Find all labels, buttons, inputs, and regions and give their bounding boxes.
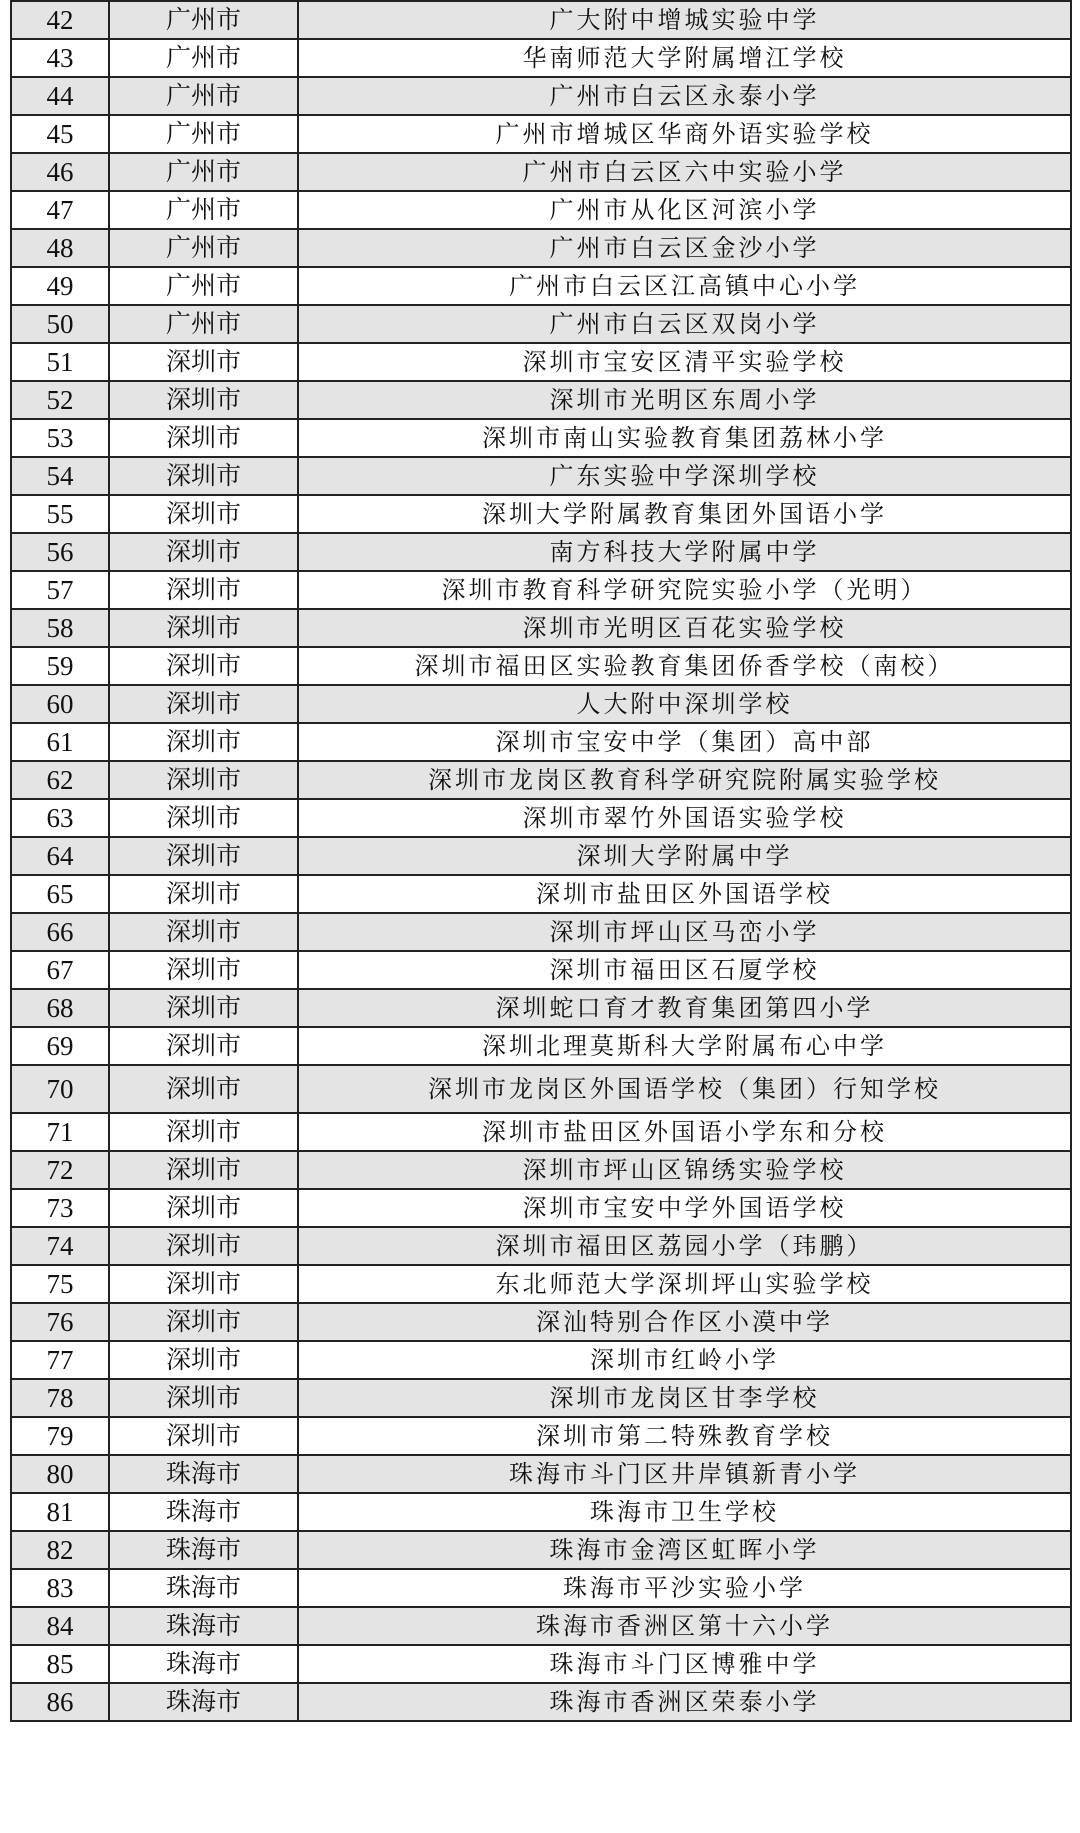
table-row (11, 1341, 1071, 1379)
row-number-cell: 44 (11, 77, 109, 115)
city-cell: 深圳市 (109, 837, 298, 875)
school-name-cell: 深圳市教育科学研究院实验小学（光明） (298, 571, 1071, 609)
table-row (11, 457, 1071, 495)
school-name-cell: 广大附中增城实验中学 (298, 1, 1071, 39)
table-row (11, 381, 1071, 419)
row-number-cell: 65 (11, 875, 109, 913)
table-row (11, 951, 1071, 989)
table-row (11, 115, 1071, 153)
city-cell: 深圳市 (109, 875, 298, 913)
table-row (11, 1531, 1071, 1569)
row-number-cell: 79 (11, 1417, 109, 1455)
row-number-cell: 59 (11, 647, 109, 685)
city-cell: 深圳市 (109, 1027, 298, 1065)
school-name-cell: 珠海市斗门区博雅中学 (298, 1645, 1071, 1683)
table-row (11, 1227, 1071, 1265)
table-row (11, 267, 1071, 305)
school-name-cell: 东北师范大学深圳坪山实验学校 (298, 1265, 1071, 1303)
city-cell: 深圳市 (109, 1151, 298, 1189)
city-cell: 深圳市 (109, 685, 298, 723)
row-number-cell: 76 (11, 1303, 109, 1341)
row-number-cell: 64 (11, 837, 109, 875)
school-name-cell: 华南师范大学附属增江学校 (298, 39, 1071, 77)
row-number-cell: 85 (11, 1645, 109, 1683)
city-cell: 深圳市 (109, 1341, 298, 1379)
table-row (11, 1493, 1071, 1531)
table-row (11, 533, 1071, 571)
school-name-cell: 深汕特别合作区小漠中学 (298, 1303, 1071, 1341)
table-row (11, 495, 1071, 533)
city-cell: 广州市 (109, 153, 298, 191)
city-cell: 深圳市 (109, 1303, 298, 1341)
city-cell: 深圳市 (109, 1379, 298, 1417)
row-number-cell: 43 (11, 39, 109, 77)
city-cell: 深圳市 (109, 1113, 298, 1151)
table-row (11, 1683, 1071, 1721)
table-row (11, 1151, 1071, 1189)
table-row (11, 761, 1071, 799)
row-number-cell: 83 (11, 1569, 109, 1607)
row-number-cell: 69 (11, 1027, 109, 1065)
table-row (11, 609, 1071, 647)
school-name-cell: 珠海市卫生学校 (298, 1493, 1071, 1531)
table-row (11, 229, 1071, 267)
school-name-cell: 深圳市第二特殊教育学校 (298, 1417, 1071, 1455)
table-row (11, 1, 1071, 39)
city-cell: 广州市 (109, 39, 298, 77)
school-name-cell: 深圳北理莫斯科大学附属布心中学 (298, 1027, 1071, 1065)
school-name-cell: 珠海市金湾区虹晖小学 (298, 1531, 1071, 1569)
school-name-cell: 深圳市龙岗区外国语学校（集团）行知学校 (298, 1065, 1071, 1113)
school-name-cell: 广州市白云区永泰小学 (298, 77, 1071, 115)
city-cell: 深圳市 (109, 1265, 298, 1303)
table-row (11, 1303, 1071, 1341)
table-row (11, 647, 1071, 685)
table-row (11, 305, 1071, 343)
row-number-cell: 58 (11, 609, 109, 647)
table-row (11, 685, 1071, 723)
row-number-cell: 57 (11, 571, 109, 609)
row-number-cell: 48 (11, 229, 109, 267)
school-list-table (10, 0, 1072, 1722)
school-name-cell: 深圳市红岭小学 (298, 1341, 1071, 1379)
school-name-cell: 广州市从化区河滨小学 (298, 191, 1071, 229)
table-row (11, 77, 1071, 115)
row-number-cell: 84 (11, 1607, 109, 1645)
row-number-cell: 82 (11, 1531, 109, 1569)
city-cell: 深圳市 (109, 723, 298, 761)
row-number-cell: 49 (11, 267, 109, 305)
school-name-cell: 广州市白云区双岗小学 (298, 305, 1071, 343)
city-cell: 广州市 (109, 115, 298, 153)
city-cell: 广州市 (109, 191, 298, 229)
city-cell: 深圳市 (109, 419, 298, 457)
row-number-cell: 67 (11, 951, 109, 989)
city-cell: 深圳市 (109, 1189, 298, 1227)
school-name-cell: 深圳市宝安区清平实验学校 (298, 343, 1071, 381)
row-number-cell: 55 (11, 495, 109, 533)
row-number-cell: 63 (11, 799, 109, 837)
row-number-cell: 56 (11, 533, 109, 571)
row-number-cell: 73 (11, 1189, 109, 1227)
school-name-cell: 广东实验中学深圳学校 (298, 457, 1071, 495)
table-row (11, 837, 1071, 875)
row-number-cell: 70 (11, 1065, 109, 1113)
city-cell: 深圳市 (109, 1227, 298, 1265)
school-name-cell: 珠海市平沙实验小学 (298, 1569, 1071, 1607)
city-cell: 深圳市 (109, 533, 298, 571)
city-cell: 珠海市 (109, 1455, 298, 1493)
table-row (11, 1027, 1071, 1065)
school-name-cell: 深圳市龙岗区甘李学校 (298, 1379, 1071, 1417)
school-list-body (11, 1, 1071, 1721)
row-number-cell: 62 (11, 761, 109, 799)
city-cell: 深圳市 (109, 1065, 298, 1113)
city-cell: 深圳市 (109, 799, 298, 837)
row-number-cell: 72 (11, 1151, 109, 1189)
table-row (11, 571, 1071, 609)
city-cell: 珠海市 (109, 1493, 298, 1531)
row-number-cell: 54 (11, 457, 109, 495)
city-cell: 广州市 (109, 305, 298, 343)
table-row (11, 1379, 1071, 1417)
table-row (11, 419, 1071, 457)
city-cell: 广州市 (109, 229, 298, 267)
table-row (11, 343, 1071, 381)
table-row (11, 1265, 1071, 1303)
school-name-cell: 广州市白云区六中实验小学 (298, 153, 1071, 191)
school-name-cell: 深圳大学附属中学 (298, 837, 1071, 875)
row-number-cell: 60 (11, 685, 109, 723)
row-number-cell: 42 (11, 1, 109, 39)
row-number-cell: 46 (11, 153, 109, 191)
table-row (11, 1065, 1071, 1113)
row-number-cell: 71 (11, 1113, 109, 1151)
school-name-cell: 深圳市坪山区锦绣实验学校 (298, 1151, 1071, 1189)
city-cell: 广州市 (109, 267, 298, 305)
school-name-cell: 深圳市光明区百花实验学校 (298, 609, 1071, 647)
city-cell: 深圳市 (109, 609, 298, 647)
city-cell: 深圳市 (109, 1417, 298, 1455)
school-name-cell: 深圳市龙岗区教育科学研究院附属实验学校 (298, 761, 1071, 799)
school-name-cell: 广州市白云区金沙小学 (298, 229, 1071, 267)
city-cell: 珠海市 (109, 1607, 298, 1645)
row-number-cell: 45 (11, 115, 109, 153)
city-cell: 广州市 (109, 77, 298, 115)
city-cell: 深圳市 (109, 913, 298, 951)
row-number-cell: 80 (11, 1455, 109, 1493)
school-name-cell: 深圳大学附属教育集团外国语小学 (298, 495, 1071, 533)
table-row (11, 1569, 1071, 1607)
city-cell: 深圳市 (109, 495, 298, 533)
school-name-cell: 广州市增城区华商外语实验学校 (298, 115, 1071, 153)
row-number-cell: 86 (11, 1683, 109, 1721)
city-cell: 珠海市 (109, 1569, 298, 1607)
school-name-cell: 深圳市福田区荔园小学（玮鹏） (298, 1227, 1071, 1265)
table-row (11, 191, 1071, 229)
school-name-cell: 珠海市香洲区荣泰小学 (298, 1683, 1071, 1721)
table-row (11, 1189, 1071, 1227)
table-row (11, 989, 1071, 1027)
city-cell: 深圳市 (109, 571, 298, 609)
table-row (11, 153, 1071, 191)
row-number-cell: 66 (11, 913, 109, 951)
city-cell: 广州市 (109, 1, 298, 39)
row-number-cell: 68 (11, 989, 109, 1027)
table-row (11, 799, 1071, 837)
school-name-cell: 广州市白云区江高镇中心小学 (298, 267, 1071, 305)
school-name-cell: 深圳市光明区东周小学 (298, 381, 1071, 419)
school-name-cell: 深圳市盐田区外国语学校 (298, 875, 1071, 913)
city-cell: 深圳市 (109, 457, 298, 495)
row-number-cell: 47 (11, 191, 109, 229)
row-number-cell: 77 (11, 1341, 109, 1379)
school-name-cell: 深圳市坪山区马峦小学 (298, 913, 1071, 951)
city-cell: 珠海市 (109, 1645, 298, 1683)
row-number-cell: 61 (11, 723, 109, 761)
school-name-cell: 深圳市福田区石厦学校 (298, 951, 1071, 989)
table-row (11, 1645, 1071, 1683)
table-row (11, 1607, 1071, 1645)
row-number-cell: 52 (11, 381, 109, 419)
table-row (11, 723, 1071, 761)
school-name-cell: 南方科技大学附属中学 (298, 533, 1071, 571)
city-cell: 深圳市 (109, 989, 298, 1027)
table-row (11, 875, 1071, 913)
school-name-cell: 深圳市翠竹外国语实验学校 (298, 799, 1071, 837)
row-number-cell: 75 (11, 1265, 109, 1303)
city-cell: 珠海市 (109, 1683, 298, 1721)
city-cell: 珠海市 (109, 1531, 298, 1569)
school-name-cell: 深圳市盐田区外国语小学东和分校 (298, 1113, 1071, 1151)
table-row (11, 1113, 1071, 1151)
school-name-cell: 珠海市斗门区井岸镇新青小学 (298, 1455, 1071, 1493)
row-number-cell: 78 (11, 1379, 109, 1417)
table-row (11, 1417, 1071, 1455)
row-number-cell: 51 (11, 343, 109, 381)
city-cell: 深圳市 (109, 761, 298, 799)
city-cell: 深圳市 (109, 647, 298, 685)
school-name-cell: 深圳市宝安中学（集团）高中部 (298, 723, 1071, 761)
row-number-cell: 81 (11, 1493, 109, 1531)
school-name-cell: 深圳市南山实验教育集团荔林小学 (298, 419, 1071, 457)
city-cell: 深圳市 (109, 951, 298, 989)
school-name-cell: 人大附中深圳学校 (298, 685, 1071, 723)
school-name-cell: 深圳市宝安中学外国语学校 (298, 1189, 1071, 1227)
table-row (11, 39, 1071, 77)
city-cell: 深圳市 (109, 343, 298, 381)
school-list-table-wrapper (10, 0, 1070, 1722)
school-name-cell: 深圳市福田区实验教育集团侨香学校（南校） (298, 647, 1071, 685)
city-cell: 深圳市 (109, 381, 298, 419)
school-name-cell: 深圳蛇口育才教育集团第四小学 (298, 989, 1071, 1027)
school-name-cell: 珠海市香洲区第十六小学 (298, 1607, 1071, 1645)
table-row (11, 1455, 1071, 1493)
row-number-cell: 50 (11, 305, 109, 343)
row-number-cell: 74 (11, 1227, 109, 1265)
row-number-cell: 53 (11, 419, 109, 457)
table-row (11, 913, 1071, 951)
